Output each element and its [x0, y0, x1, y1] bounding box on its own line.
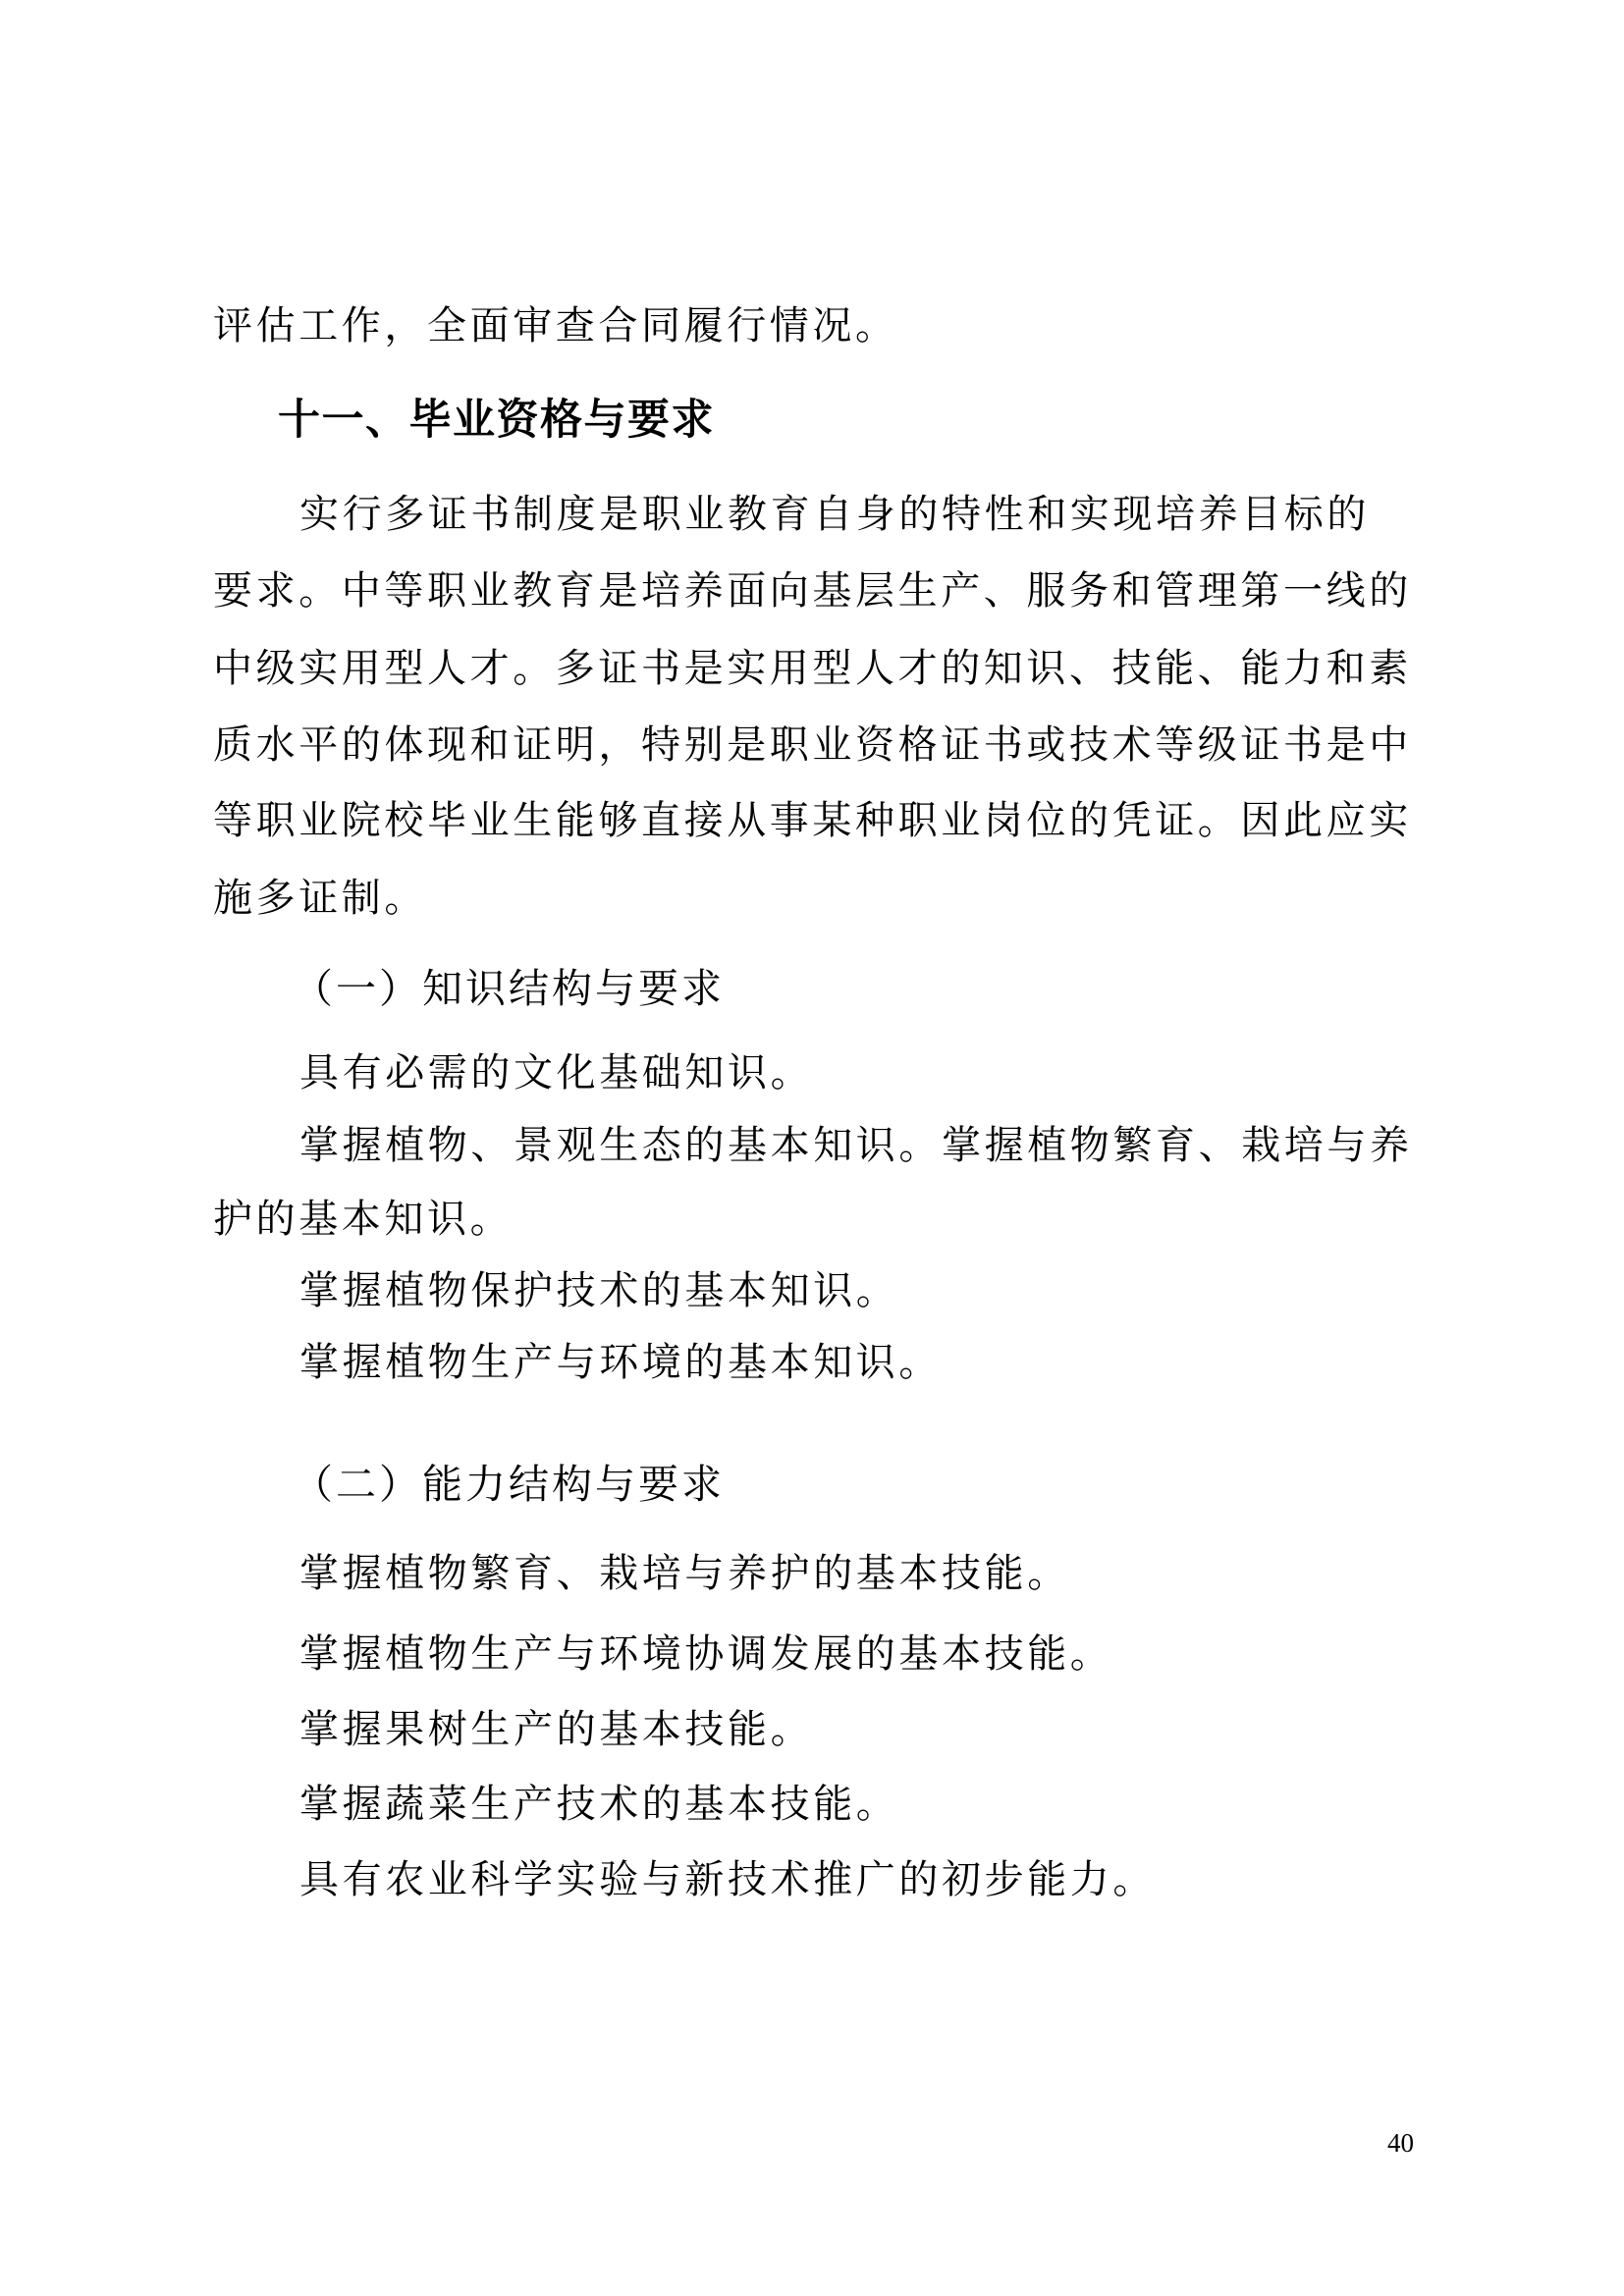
- text-line: 具有农业科学实验与新技术推广的初步能力。: [299, 1857, 1156, 1901]
- text-line: 掌握植物繁育、栽培与养护的基本技能。: [299, 1551, 1070, 1595]
- text-line: 具有必需的文化基础知识。: [299, 1050, 814, 1095]
- text-line: 掌握果树生产的基本技能。: [299, 1707, 814, 1751]
- text-line: 护的基本知识。: [213, 1197, 514, 1241]
- text-line: 施多证制。: [213, 876, 427, 920]
- text-line: 评估工作，全面审查合同履行情况。: [213, 303, 898, 347]
- text-line: 掌握植物、景观生态的基本知识。掌握植物繁育、栽培与养: [299, 1123, 1413, 1167]
- subheading-line: （一）知识结构与要求: [293, 966, 725, 1011]
- text-line: 中级实用型人才。多证书是实用型人才的知识、技能、能力和素: [213, 646, 1412, 690]
- text-line: 质水平的体现和证明，特别是职业资格证书或技术等级证书是中: [213, 722, 1412, 767]
- text-line: 等职业院校毕业生能够直接从事某种职业岗位的凭证。因此应实: [213, 798, 1412, 842]
- text-line: 掌握植物生产与环境协调发展的基本技能。: [299, 1631, 1113, 1676]
- page-number: 40: [1387, 2128, 1414, 2158]
- subheading-line: （二）能力结构与要求: [293, 1462, 725, 1507]
- text-line: 掌握蔬菜生产技术的基本技能。: [299, 1782, 899, 1826]
- text-line: 掌握植物保护技术的基本知识。: [299, 1268, 899, 1312]
- text-line: 掌握植物生产与环境的基本知识。: [299, 1340, 942, 1384]
- text-line: 实行多证书制度是职业教育自身的特性和实现培养目标的: [299, 492, 1370, 536]
- text-line: 要求。中等职业教育是培养面向基层生产、服务和管理第一线的: [213, 568, 1412, 613]
- heading-line: 十一、毕业资格与要求: [278, 397, 715, 444]
